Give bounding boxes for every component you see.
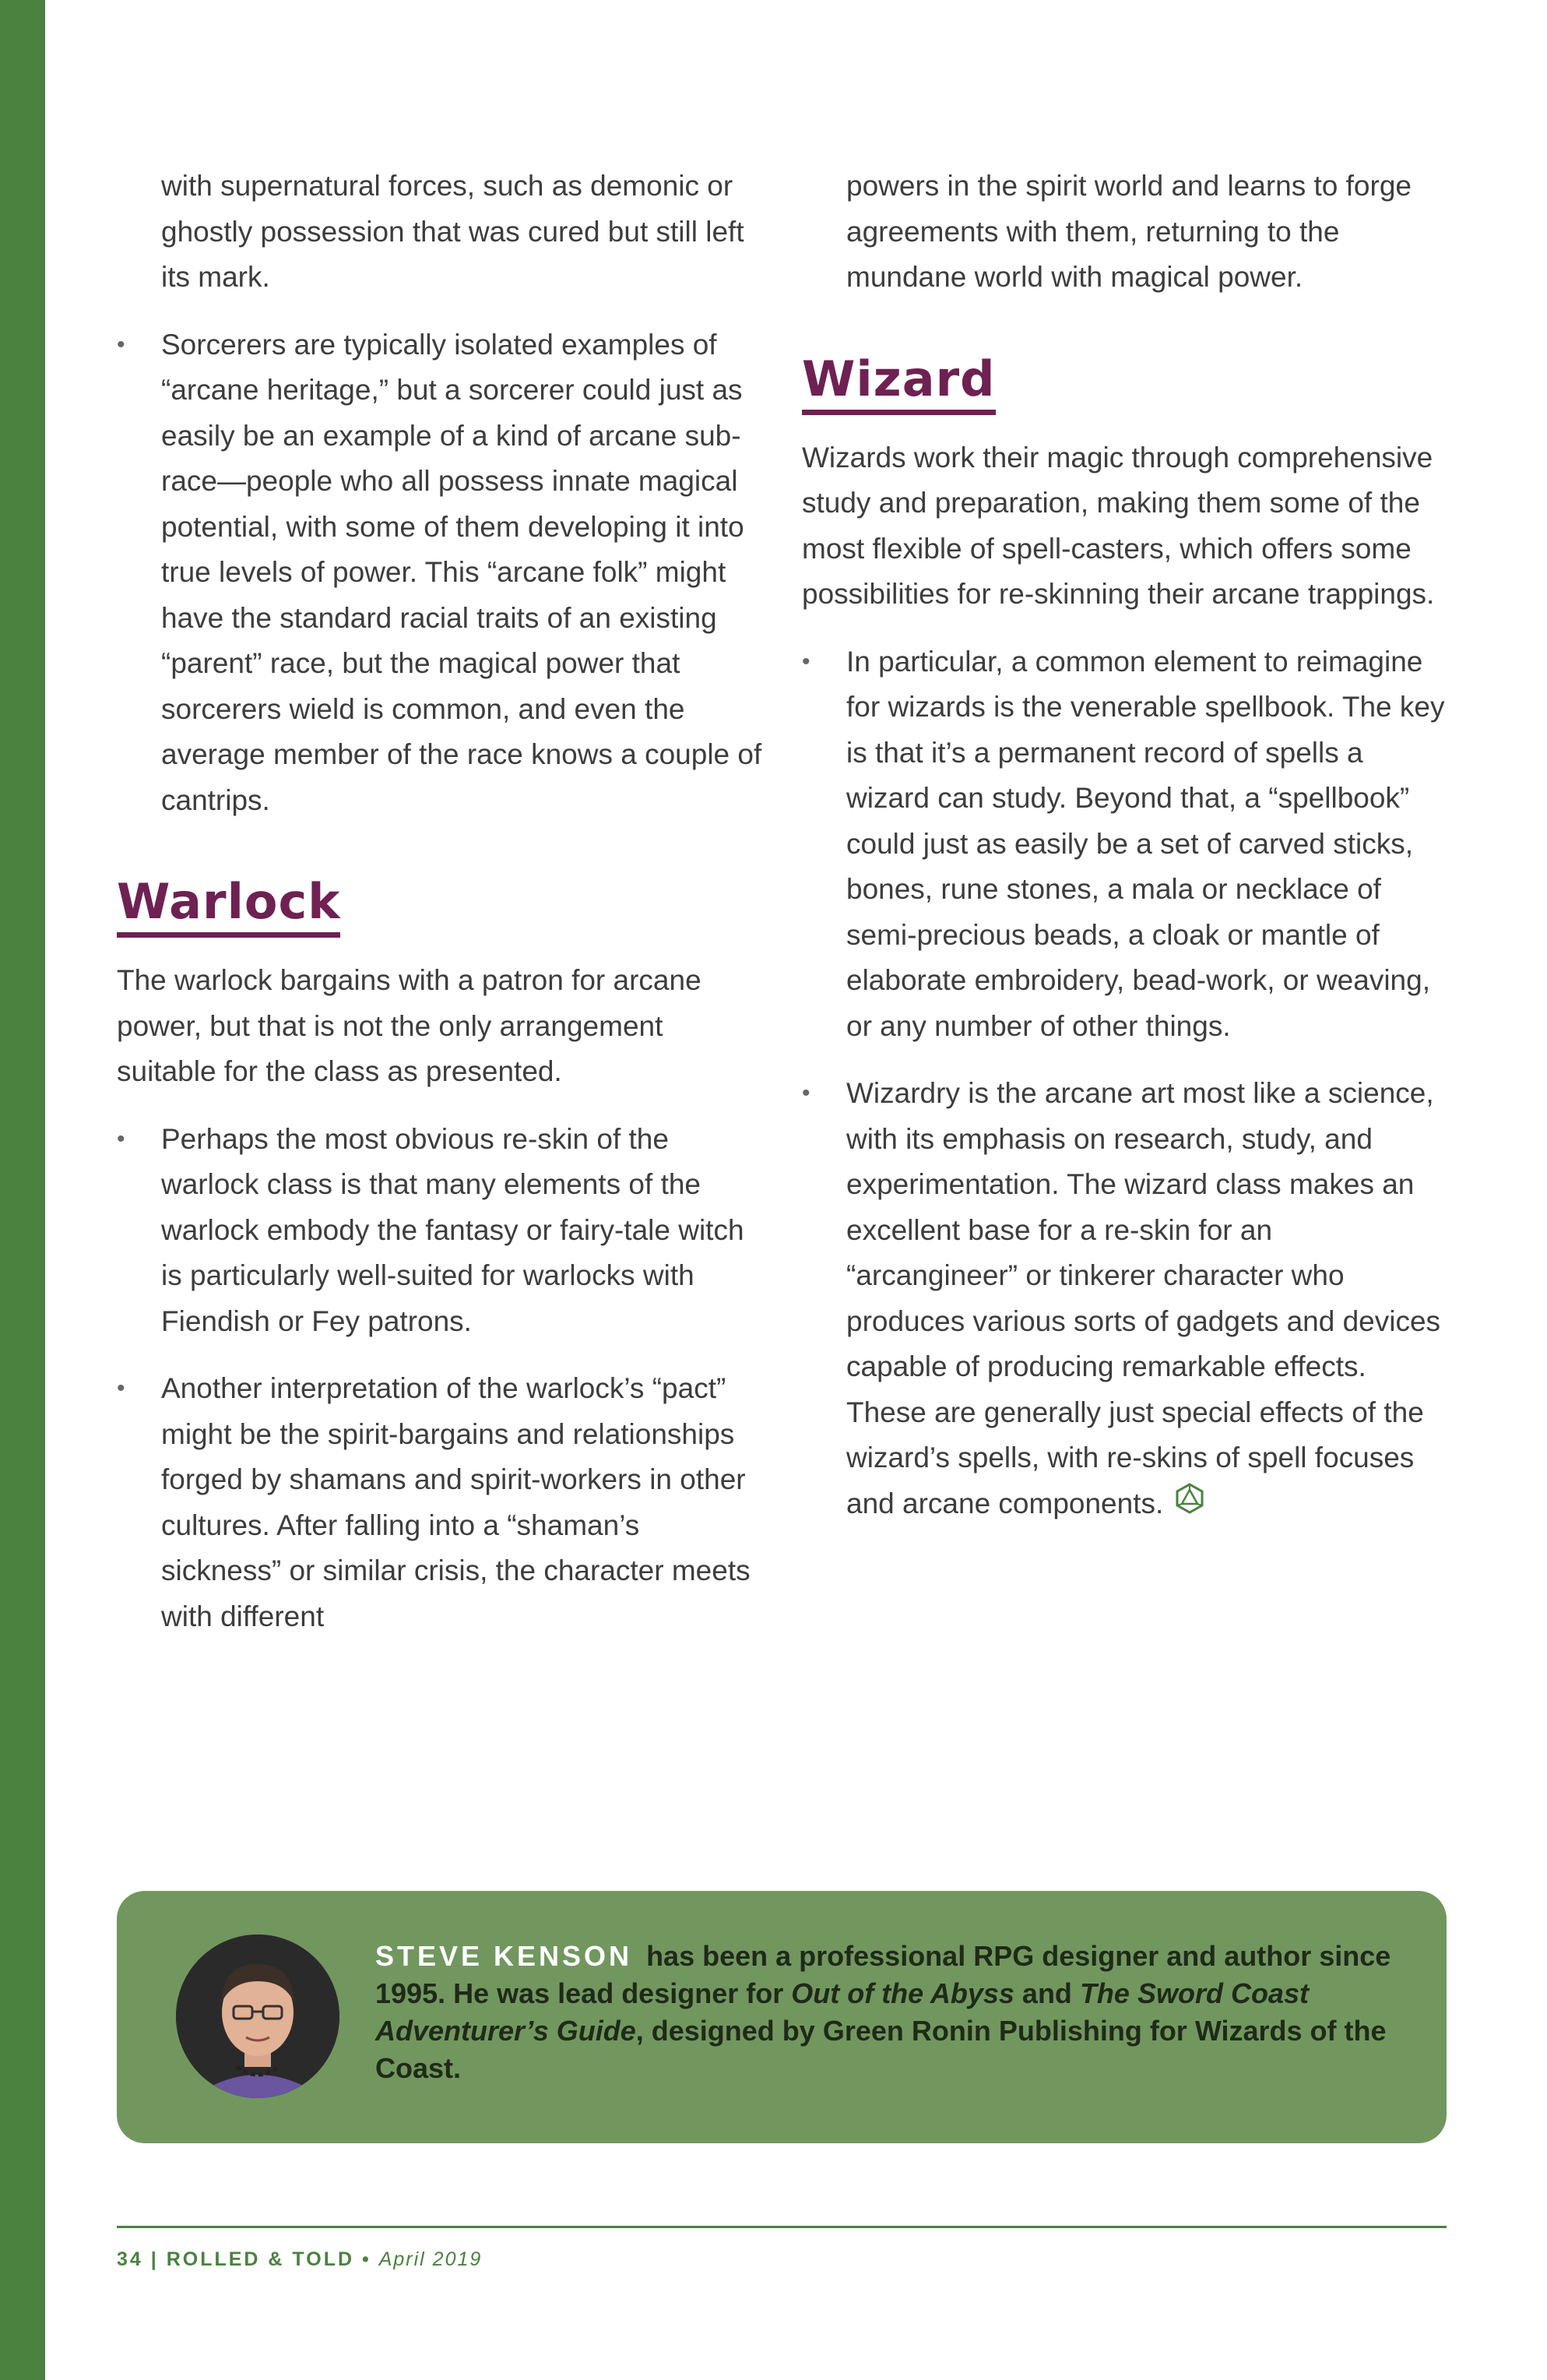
list-item [117,1366,763,1639]
warlock-heading-text: Warlock [117,873,341,930]
warlock-intro: The warlock bargains with a patron for arcane power, but that is not the only arrangement suitable for the class as presented. [117,964,701,1087]
list-item [802,1071,1448,1528]
book-title: The Sword Coast Adventurer’s Guide [375,1977,1309,2047]
warlock-bullet-text: Another interpretation of the warlock’s “pact” might be the spirit-bargains and relationships forged by shamans and spirit-workers in other cultures. After falling into a “shaman’s sickness” or similar crisis, the character meets with different [161,1372,751,1632]
left-column [117,164,763,1661]
bullet-marker: • [117,1375,125,1401]
list-item [117,322,763,824]
continued-paragraph: powers in the spirit world and learns to forge agreements with them, returning to the mundane world with magical power. [846,170,1412,293]
bullet-marker: • [802,1080,810,1106]
bullet-marker: • [117,331,125,357]
bio-text-part: has been a professional RPG designer and author since 1995. He was lead designer for [375,1940,1391,2009]
bullet-marker: • [802,648,810,674]
continued-paragraph: with supernatural forces, such as demonic or ghostly possession that was cured but still left its mark. [161,170,744,293]
bio-text-part: and [1014,1977,1080,2009]
list-item [802,639,1448,1050]
sorcerer-bullet-text: Sorcerers are typically isolated examples of “arcane heritage,” but a sorcerer could just as easily be an example of a kind of arcane sub-race—people who all possess innate magical potential, with some of them developing it into true levels of power. This “arcane folk” might have the standard racial traits of an existing “parent” race, but the magical power that sorcerers wield is common, and even the average member of the race knows a couple of cantrips. [161,328,762,816]
bullet-marker: • [117,1125,125,1152]
issue-date: April 2019 [378,2248,483,2270]
page-edge-bar [0,0,45,2380]
right-column [802,164,1448,1550]
wizard-bullet-text [846,1071,1448,1528]
author-bio [375,1938,1419,2087]
wizard-heading [802,352,996,415]
author-bio-box [117,1891,1447,2143]
wizard-intro: Wizards work their magic through comprehensive study and preparation, making them some of the most flexible of spell-casters, which offers some possibilities for re-skinning their arcane trappings. [802,441,1435,610]
list-item [117,1117,763,1345]
d20-icon [1174,1482,1205,1528]
footer-bullet: • [361,2248,371,2270]
bio-text-part: , designed by Green Ronin Publishing for Wizards of the Coast. [375,2015,1387,2084]
warlock-heading [117,875,340,938]
wizard-bullet-text-inner: Wizardry is the arcane art most like a science, with its emphasis on research, study, and experimentation. The wizard class makes an excellent base for a re-skin for an “arcangineer” or tinkerer character who produces various sorts of gadgets and devices capable of producing remarkable effects. These are generally just special effects of the wizard’s spells, with re-skins of spell focuses and arcane components. [846,1077,1441,1519]
page-footer [117,2246,482,2273]
page-number: 34 [117,2248,143,2270]
book-title: Out of the Abyss [791,1977,1014,2009]
avatar [176,1935,339,2098]
magazine-name: ROLLED & TOLD [166,2248,355,2270]
wizard-bullet-text: In particular, a common element to reimagine for wizards is the venerable spellbook. The key is that it’s a permanent record of spells a wizard can study. Beyond that, a “spellbook” could just as easily be a set of carved sticks, bones, rune stones, a mala or necklace of semi-precious beads, a cloak or mantle of elaborate embroidery, bead-work, or weaving, or any number of other things. [846,645,1445,1042]
footer-divider [117,2226,1447,2228]
wizard-heading-text: Wizard [802,350,996,407]
author-name: STEVE KENSON [375,1940,633,1972]
warlock-bullet-text: Perhaps the most obvious re-skin of the warlock class is that many elements of the warlock embody the fantasy or fairy-tale witch is particularly well-suited for warlocks with Fiendish or Fey patrons. [161,1122,744,1337]
footer-separator: | [150,2248,159,2270]
